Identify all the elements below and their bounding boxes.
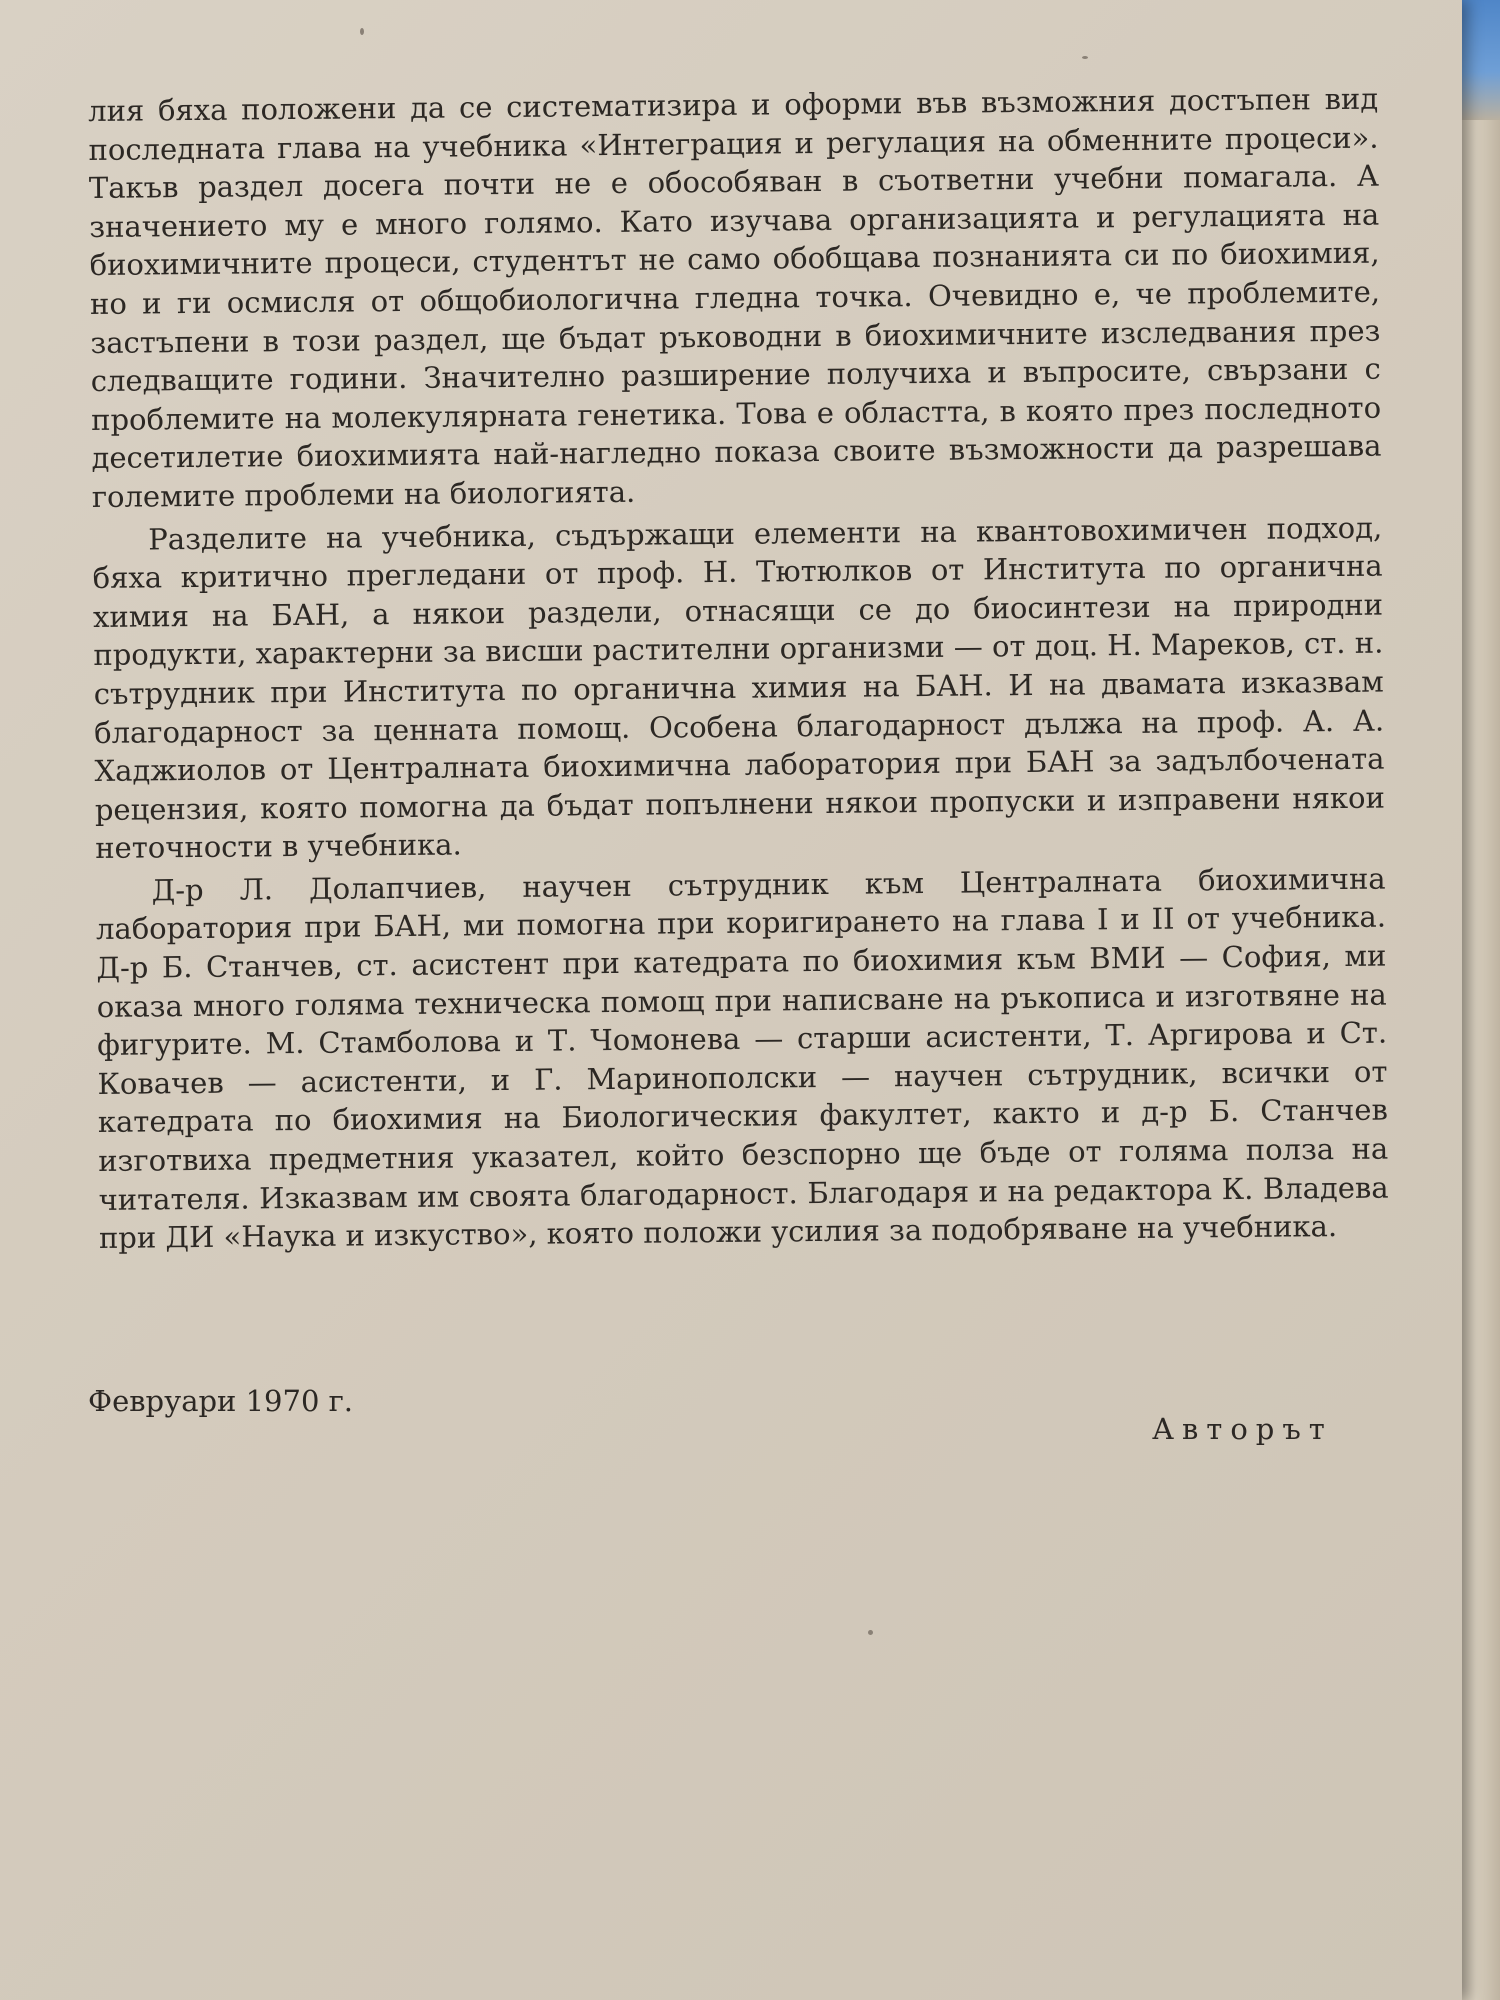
body-text bbox=[88, 80, 1389, 1262]
paper-speck bbox=[1082, 56, 1088, 59]
paragraph-3: Д-р Л. Долапчиев, научен сътрудник към Централната биохимична лаборатория при БАН, ми помогна при коригирането на глава I и II от учебника. Д-р Б. Станчев, ст. асистент при катедрата по биохимия към ВМИ — София, ми оказа много голяма техническа помощ при написване на ръкописа и изготвяне на фигурите. М. Стамболова и Т. Чомонева — старши асистенти, Т. Аргирова и Ст. Ковачев — асистенти, и Г. Маринополски — научен сътрудник, всички от катедрата по биохимия на Биологическия факултет, както и д-р Б. Станчев изготвиха предметния указател, който безспорно ще бъде от голяма полза на читателя. Изказвам им своята благодарност. Благодаря и на редактора К. Владева при ДИ «Наука и изкуство», която положи усилия за подобряване на учебника. bbox=[95, 861, 1389, 1256]
date-line: Февруари 1970 г. bbox=[88, 1384, 354, 1418]
paragraph-1: лия бяха положени да се систематизира и оформи във възможния достъпен вид последната глава на учебника «Интеграция и регулация на обменните процеси». Такъв раздел досега почти не е обособяван в съответни учебни помагала. А значението му е много голямо. Като изучава организацията и регулацията на биохимичните процеси, студентът не само обобщава познанията си по биохимия, но и ги осмисля от общобиологична гледна точка. Очевидно е, че проблемите, застъпени в този раздел, ще бъдат ръководни в биохимичните изследвания през следващите години. Значително разширение получиха и въпросите, свързани с проблемите на молекулярната генетика. Това е областта, в която през последното десетилетие биохимията най-нагледно показа своите възможности да разрешава големите проблеми на биологията. bbox=[88, 81, 1382, 514]
paper-speck bbox=[360, 28, 364, 35]
author-signature: Авторът bbox=[1152, 1412, 1333, 1446]
blue-cover-edge bbox=[1462, 0, 1500, 120]
paragraph-2: Разделите на учебника, съдържащи елементи на квантовохимичен подход, бяха критично прегледани от проф. Н. Тютюлков от Института по органична химия на БАН, а някои раздели, отнасящи се до биосинтези на природни продукти, характерни за висши растителни организми — от доц. Н. Мареков, ст. н. сътрудник при Института по органична химия на БАН. И на двамата изказвам благодарност за ценната помощ. Особена благодарност дължа на проф. А. А. Хаджиолов от Централната биохимична лаборатория при БАН за задълбочената рецензия, която помогна да бъдат попълнени някои пропуски и изправени някои неточности в учебника. bbox=[92, 510, 1385, 866]
paper-speck bbox=[868, 1630, 873, 1635]
